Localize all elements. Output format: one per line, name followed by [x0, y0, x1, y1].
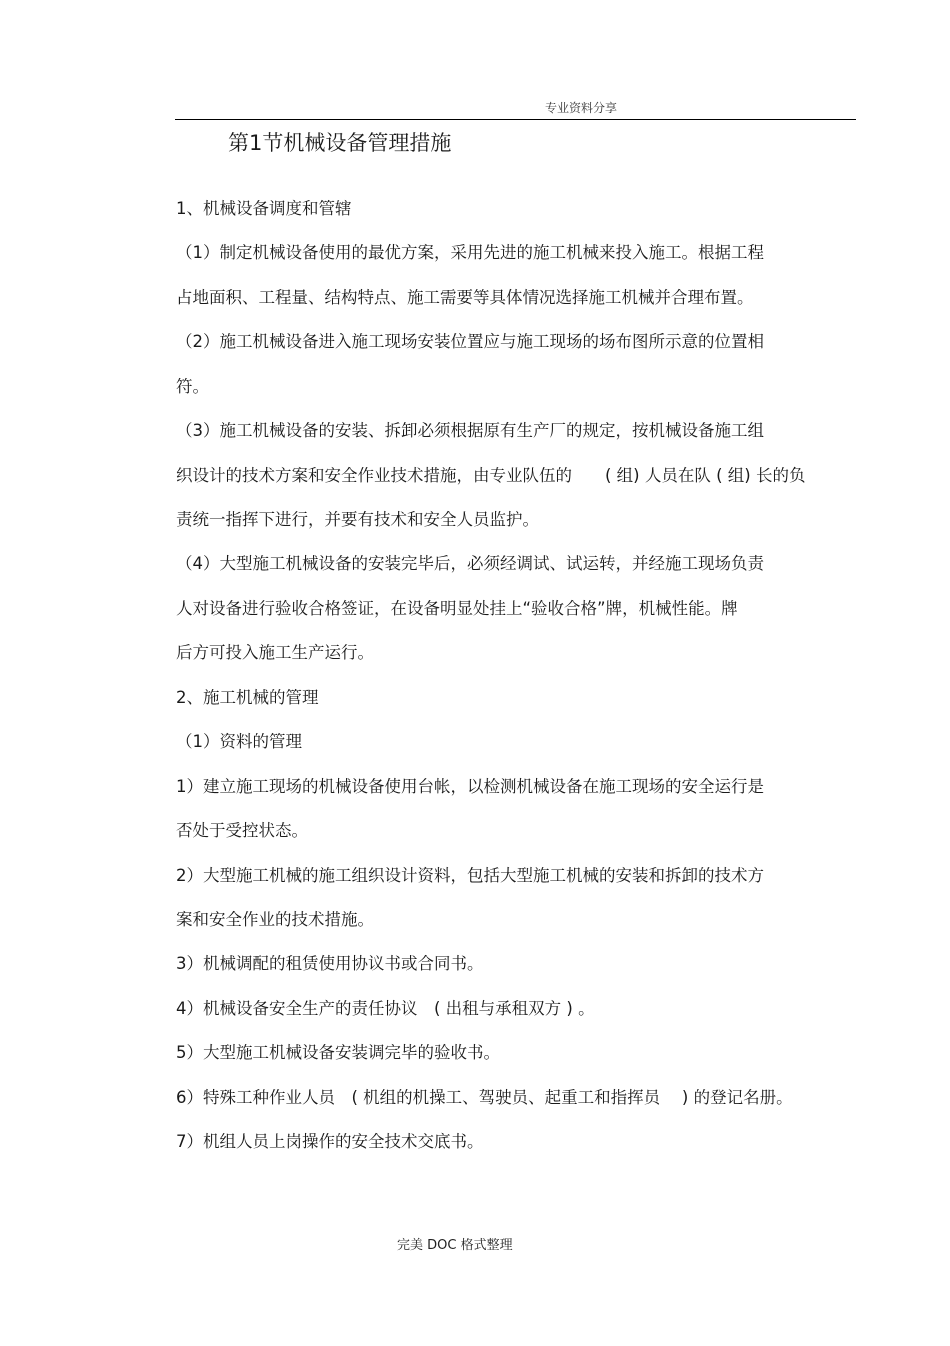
text-line: （3）施工机械设备的安装、拆卸必须根据原有生产厂的规定，按机械设备施工组 [176, 421, 764, 440]
section-title: 第1节机械设备管理措施 [228, 131, 452, 155]
text-line: 占地面积、工程量、结构特点、施工需要等具体情况选择施工机械并合理布置。 [176, 288, 754, 307]
text-line: 1）建立施工现场的机械设备使用台帐，以检测机械设备在施工现场的安全运行是 [176, 777, 764, 796]
text-line: 6）特殊工种作业人员 ( 机组的机操工、驾驶员、起重工和指挥员 ) 的登记名册。 [176, 1088, 793, 1107]
header-text: 专业资料分享 [545, 101, 618, 115]
text-line: 符。 [176, 377, 209, 396]
text-line: （1）资料的管理 [176, 732, 302, 751]
text-line: 5）大型施工机械设备安装调完毕的验收书。 [176, 1043, 500, 1062]
text-line: 3）机械调配的租赁使用协议书或合同书。 [176, 954, 484, 973]
text-line: 7）机组人员上岗操作的安全技术交底书。 [176, 1132, 484, 1151]
text-line: 织设计的技术方案和安全作业技术措施，由专业队伍的 ( 组) 人员在队 ( 组) 长的负 [176, 466, 806, 485]
text-line: （4）大型施工机械设备的安装完毕后，必须经调试、试运转，并经施工现场负责 [176, 554, 764, 573]
text-line: 2）大型施工机械的施工组织设计资料，包括大型施工机械的安装和拆卸的技术方 [176, 866, 764, 885]
text-line: 责统一指挥下进行，并要有技术和安全人员监护。 [176, 510, 539, 529]
text-line: 否处于受控状态。 [176, 821, 308, 840]
text-line: 2、施工机械的管理 [176, 688, 319, 707]
text-line: 案和安全作业的技术措施。 [176, 910, 374, 929]
text-line: 人对设备进行验收合格签证，在设备明显处挂上“验收合格”牌，机械性能。牌 [176, 599, 738, 618]
text-line: 4）机械设备安全生产的责任协议 ( 出租与承租双方 ) 。 [176, 999, 595, 1018]
text-line: （2）施工机械设备进入施工现场安装位置应与施工现场的场布图所示意的位置相 [176, 332, 764, 351]
text-line: 1、机械设备调度和管辖 [176, 199, 352, 218]
header-rule [175, 119, 856, 120]
page-footer: 完美 DOC 格式整理 [397, 1238, 513, 1253]
text-line: 后方可投入施工生产运行。 [176, 643, 374, 662]
text-line: （1）制定机械设备使用的最优方案，采用先进的施工机械来投入施工。根据工程 [176, 243, 764, 262]
